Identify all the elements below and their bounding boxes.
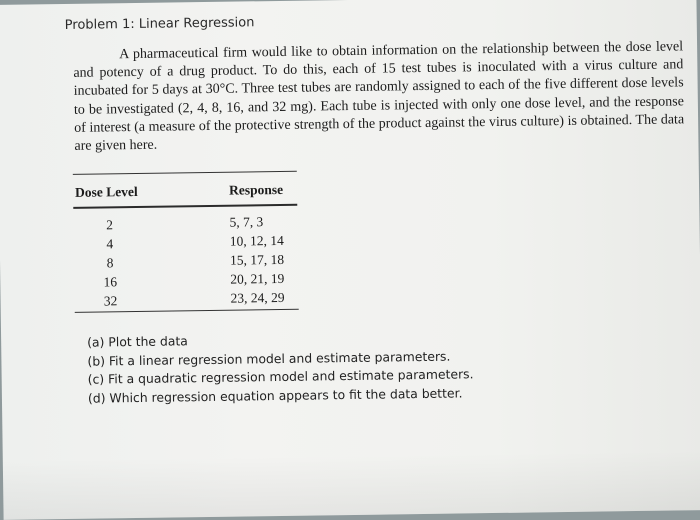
- question-item: (a) Plot the data: [87, 333, 188, 350]
- table-header-rule: [73, 204, 297, 209]
- dose-cell: 8: [106, 255, 114, 271]
- table-top-rule: [73, 171, 297, 175]
- response-cell: 5, 7, 3: [229, 214, 264, 230]
- question-list: [87, 329, 474, 408]
- response-cell: 23, 24, 29: [230, 289, 285, 306]
- problem-heading: Problem 1: Linear Regression: [64, 15, 255, 33]
- dose-level-header: Dose Level: [74, 183, 138, 200]
- response-cell: 10, 12, 14: [229, 232, 284, 249]
- question-item: (b) Fit a linear regression model and estimate parameters.: [87, 348, 451, 369]
- dose-cell: 2: [106, 217, 114, 233]
- question-item: (c) Fit a quadratic regression model and estimate parameters.: [87, 366, 474, 387]
- question-item: (d) Which regression equation appears to fit the data better.: [87, 384, 463, 406]
- dose-cell: 32: [103, 293, 118, 309]
- dose-cell: 4: [106, 236, 114, 252]
- dose-cell: 16: [103, 274, 118, 290]
- response-cell: 15, 17, 18: [229, 251, 285, 268]
- problem-description: A pharmaceutical firm would like to obtain information on the relationship between the dose level and potency of a drug product. To do this, each of 15 test tubes is inoculated with a virus culture and incubated for 5 days at 30°C. Three test tubes are randomly assigned to each of the five different dose levels to be investigated (2, 4, 8, 16, and 32 mg). Each tube is injected with only one dose level, and the response of interest (a measure of the protective strength of the product against the virus culture) is obtained. The data are given here.: [73, 39, 685, 154]
- response-header: Response: [228, 181, 284, 198]
- dose-response-table: [73, 171, 297, 309]
- response-cell: 20, 21, 19: [230, 270, 285, 287]
- page-shadow: [3, 450, 700, 520]
